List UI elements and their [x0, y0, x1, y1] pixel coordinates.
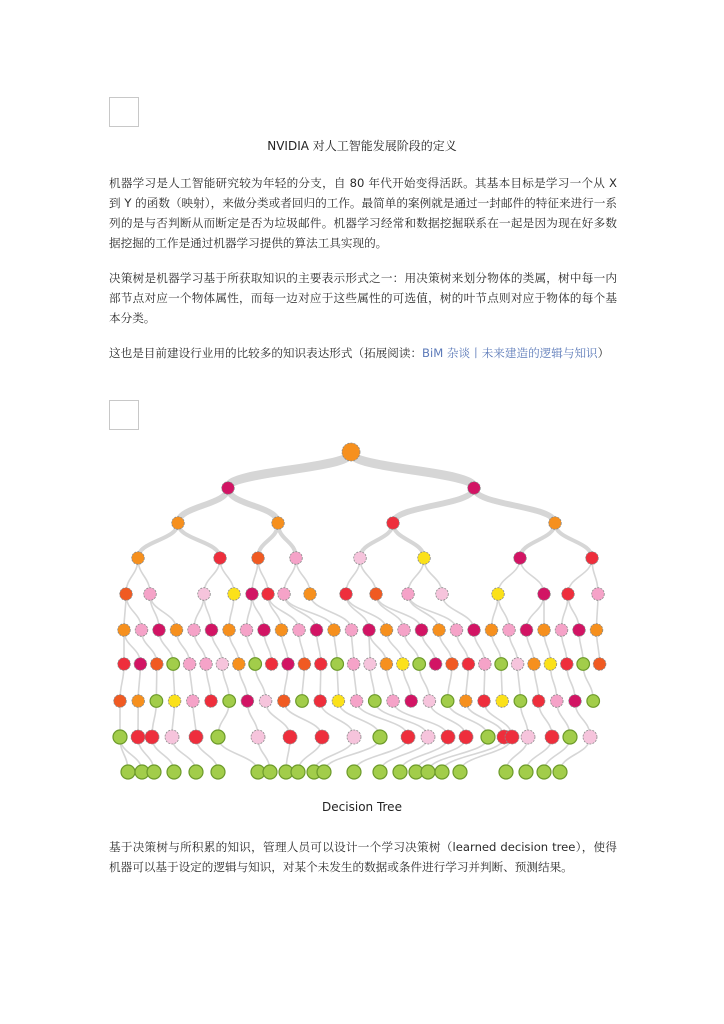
- tree-edge: [178, 523, 220, 558]
- tree-node: [223, 624, 236, 637]
- paragraph-decision-tree: 决策树是机器学习基于所获取知识的主要表示形式之一：用决策树来划分物体的类属，树中每一内部节点对应一个物体属性，而每一边对应于这些属性的可选值，树的叶节点则对应于物体的每个基本分类。: [109, 271, 617, 325]
- tree-node: [561, 658, 574, 671]
- tree-node: [198, 588, 211, 601]
- tree-node: [310, 624, 323, 637]
- tree-leaf-node: [373, 765, 387, 779]
- tree-edge: [376, 594, 422, 630]
- tree-node: [380, 624, 393, 637]
- tree-node: [345, 624, 358, 637]
- tree-node: [436, 588, 449, 601]
- tree-edge: [520, 523, 555, 558]
- tree-leaf-node: [296, 695, 309, 708]
- tree-node: [258, 624, 271, 637]
- tree-node: [120, 588, 133, 601]
- tree-node: [573, 624, 586, 637]
- tree-node: [259, 695, 272, 708]
- tree-node: [514, 552, 527, 565]
- tree-leaf-node: [113, 730, 127, 744]
- tree-node: [315, 730, 329, 744]
- further-reading-prefix: 这也是目前建设行业用的比较多的知识表达形式（拓展阅读：: [109, 346, 423, 360]
- tree-node: [549, 517, 562, 530]
- tree-edge: [178, 488, 228, 523]
- tree-leaf-node: [413, 658, 426, 671]
- tree-leaf-node: [167, 658, 180, 671]
- tree-leaf-node: [189, 765, 203, 779]
- tree-leaf-node: [121, 765, 135, 779]
- tree-leaf-node: [587, 695, 600, 708]
- tree-node: [370, 588, 383, 601]
- paragraph-learned-decision-tree: 基于决策树与所积累的知识，管理人员可以设计一个学习决策树（learned decision tree），使得机器可以基于设定的逻辑与知识，对某个未发生的数据或条件进行学习并判断、预测结果。: [109, 840, 617, 874]
- tree-node: [172, 517, 185, 530]
- tree-leaf-node: [317, 765, 331, 779]
- tree-leaf-node: [435, 765, 449, 779]
- tree-node: [233, 658, 246, 671]
- tree-node: [251, 730, 265, 744]
- tree-leaf-node: [263, 765, 277, 779]
- tree-node: [134, 658, 147, 671]
- tree-leaf-node: [167, 765, 181, 779]
- tree-node: [569, 695, 582, 708]
- tree-node: [387, 695, 400, 708]
- tree-node: [521, 730, 535, 744]
- tree-node: [397, 658, 410, 671]
- tree-node: [153, 624, 166, 637]
- tree-leaf-node: [519, 765, 533, 779]
- tree-leaf-node: [331, 658, 344, 671]
- tree-node: [278, 695, 291, 708]
- tree-leaf-node: [514, 695, 527, 708]
- tree-node: [200, 658, 213, 671]
- tree-leaf-node: [453, 765, 467, 779]
- tree-node: [340, 588, 353, 601]
- tree-node: [342, 443, 360, 461]
- tree-node: [214, 552, 227, 565]
- tree-node: [354, 552, 367, 565]
- tree-edge: [393, 523, 424, 558]
- tree-node: [415, 624, 428, 637]
- tree-node: [315, 658, 328, 671]
- tree-node: [460, 695, 473, 708]
- tree-leaf-node: [441, 695, 454, 708]
- tree-leaf-node: [150, 695, 163, 708]
- tree-node: [468, 482, 481, 495]
- tree-node: [332, 695, 345, 708]
- tree-leaf-node: [393, 765, 407, 779]
- tree-node: [118, 658, 131, 671]
- tree-leaf-node: [211, 730, 225, 744]
- decision-tree-diagram: [108, 438, 620, 790]
- tree-node: [468, 624, 481, 637]
- tree-edges: [120, 452, 600, 772]
- tree-node: [252, 552, 265, 565]
- tree-node: [387, 517, 400, 530]
- paragraph-machine-learning: 机器学习是人工智能研究较为年轻的分支，自 80 年代开始变得活跃。其基本目标是学习一个从 X 到 Y 的函数（映射），来做分类或者回归的工作。最简单的案例就是通过一封邮件的特征来进行一系列的是与否判断从而断定是否为垃圾邮件。机器学习经常和数据挖掘联系在一起是因为现在好多数据挖掘的工作是通过机器学习提供的算法工具实现的。: [109, 176, 617, 250]
- tree-node: [583, 730, 597, 744]
- tree-node: [347, 730, 361, 744]
- tree-node: [511, 658, 524, 671]
- tree-node: [165, 730, 179, 744]
- tree-node: [347, 658, 360, 671]
- tree-edge: [474, 488, 555, 523]
- tree-node: [132, 552, 145, 565]
- tree-node: [418, 552, 431, 565]
- image-placeholder-2: [109, 400, 139, 430]
- tree-node: [205, 695, 218, 708]
- tree-node: [562, 588, 575, 601]
- tree-node: [590, 624, 603, 637]
- tree-node: [492, 588, 505, 601]
- tree-node: [503, 624, 516, 637]
- tree-node: [405, 695, 418, 708]
- tree-leaf-node: [373, 730, 387, 744]
- tree-node: [441, 730, 455, 744]
- tree-node: [262, 588, 275, 601]
- tree-node: [282, 658, 295, 671]
- tree-node: [188, 624, 201, 637]
- tree-node: [462, 658, 475, 671]
- tree-leaf-node: [291, 765, 305, 779]
- tree-node: [216, 658, 229, 671]
- tree-nodes: [113, 443, 606, 779]
- tree-node: [532, 695, 545, 708]
- tree-node: [170, 624, 183, 637]
- tree-edge: [228, 452, 351, 488]
- tree-edge: [520, 558, 544, 594]
- tree-node: [380, 658, 393, 671]
- tree-node: [278, 588, 291, 601]
- tree-leaf-node: [499, 765, 513, 779]
- tree-leaf-node: [577, 658, 590, 671]
- tree-node: [551, 695, 564, 708]
- tree-node: [479, 658, 492, 671]
- tree-leaf-node: [347, 765, 361, 779]
- tree-node: [187, 695, 200, 708]
- tree-node: [586, 552, 599, 565]
- tree-node: [151, 658, 164, 671]
- tree-leaf-node: [147, 765, 161, 779]
- tree-node: [265, 658, 278, 671]
- tree-node: [592, 588, 605, 601]
- tree-leaf-node: [249, 658, 262, 671]
- tree-node: [222, 482, 235, 495]
- tree-node: [478, 695, 491, 708]
- tree-leaf-node: [211, 765, 225, 779]
- tree-edge: [360, 523, 393, 558]
- tree-node: [275, 624, 288, 637]
- tree-node: [228, 588, 241, 601]
- tree-edge: [555, 523, 592, 558]
- tree-node: [593, 658, 606, 671]
- paragraph-further-reading: [109, 343, 617, 363]
- tree-node: [459, 730, 473, 744]
- tree-node: [293, 624, 306, 637]
- tree-node: [538, 588, 551, 601]
- tree-node: [538, 624, 551, 637]
- tree-leaf-node: [495, 658, 508, 671]
- tree-leaf-node: [421, 765, 435, 779]
- tree-edge: [228, 488, 278, 523]
- tree-node: [363, 624, 376, 637]
- tree-leaf-node: [369, 695, 382, 708]
- tree-node: [189, 730, 203, 744]
- tree-node: [168, 695, 181, 708]
- tree-leaf-node: [537, 765, 551, 779]
- tree-edge: [218, 737, 258, 772]
- tree-leaf-node: [563, 730, 577, 744]
- tree-edge: [393, 488, 474, 523]
- tree-node: [496, 695, 509, 708]
- figure-caption-decision-tree: Decision Tree: [322, 800, 402, 814]
- tree-node: [241, 695, 254, 708]
- tree-node: [290, 552, 303, 565]
- tree-node: [246, 588, 259, 601]
- tree-node: [328, 624, 341, 637]
- tree-node: [304, 588, 317, 601]
- further-reading-suffix: ）: [597, 346, 610, 360]
- tree-node: [118, 624, 131, 637]
- tree-leaf-node: [481, 730, 495, 744]
- tree-leaf-node: [553, 765, 567, 779]
- tree-node: [402, 588, 415, 601]
- tree-edge: [408, 594, 457, 630]
- tree-node: [135, 624, 148, 637]
- tree-leaf-node: [223, 695, 236, 708]
- tree-node: [205, 624, 218, 637]
- tree-node: [398, 624, 411, 637]
- tree-node: [298, 658, 311, 671]
- tree-node: [272, 517, 285, 530]
- tree-node: [421, 730, 435, 744]
- tree-node: [555, 624, 568, 637]
- tree-node: [144, 588, 157, 601]
- tree-node: [131, 730, 145, 744]
- tree-node: [350, 695, 363, 708]
- figure-caption-nvidia: NVIDIA 对人工智能发展阶段的定义: [267, 139, 457, 153]
- tree-node: [114, 695, 127, 708]
- tree-node: [423, 695, 436, 708]
- tree-node: [450, 624, 463, 637]
- tree-node: [520, 624, 533, 637]
- tree-node: [528, 658, 541, 671]
- tree-node: [505, 730, 519, 744]
- tree-node: [183, 658, 196, 671]
- tree-node: [433, 624, 446, 637]
- tree-node: [545, 730, 559, 744]
- tree-node: [544, 658, 557, 671]
- tree-node: [401, 730, 415, 744]
- tree-node: [364, 658, 377, 671]
- tree-node: [485, 624, 498, 637]
- tree-node: [145, 730, 159, 744]
- tree-node: [314, 695, 327, 708]
- tree-node: [132, 695, 145, 708]
- tree-node: [446, 658, 459, 671]
- further-reading-link[interactable]: BiM 杂谈丨未来建造的逻辑与知识: [422, 346, 598, 360]
- tree-node: [240, 624, 253, 637]
- tree-edge: [138, 523, 178, 558]
- tree-node: [283, 730, 297, 744]
- tree-edge: [351, 452, 474, 488]
- tree-node: [429, 658, 442, 671]
- image-placeholder-1: [109, 97, 139, 127]
